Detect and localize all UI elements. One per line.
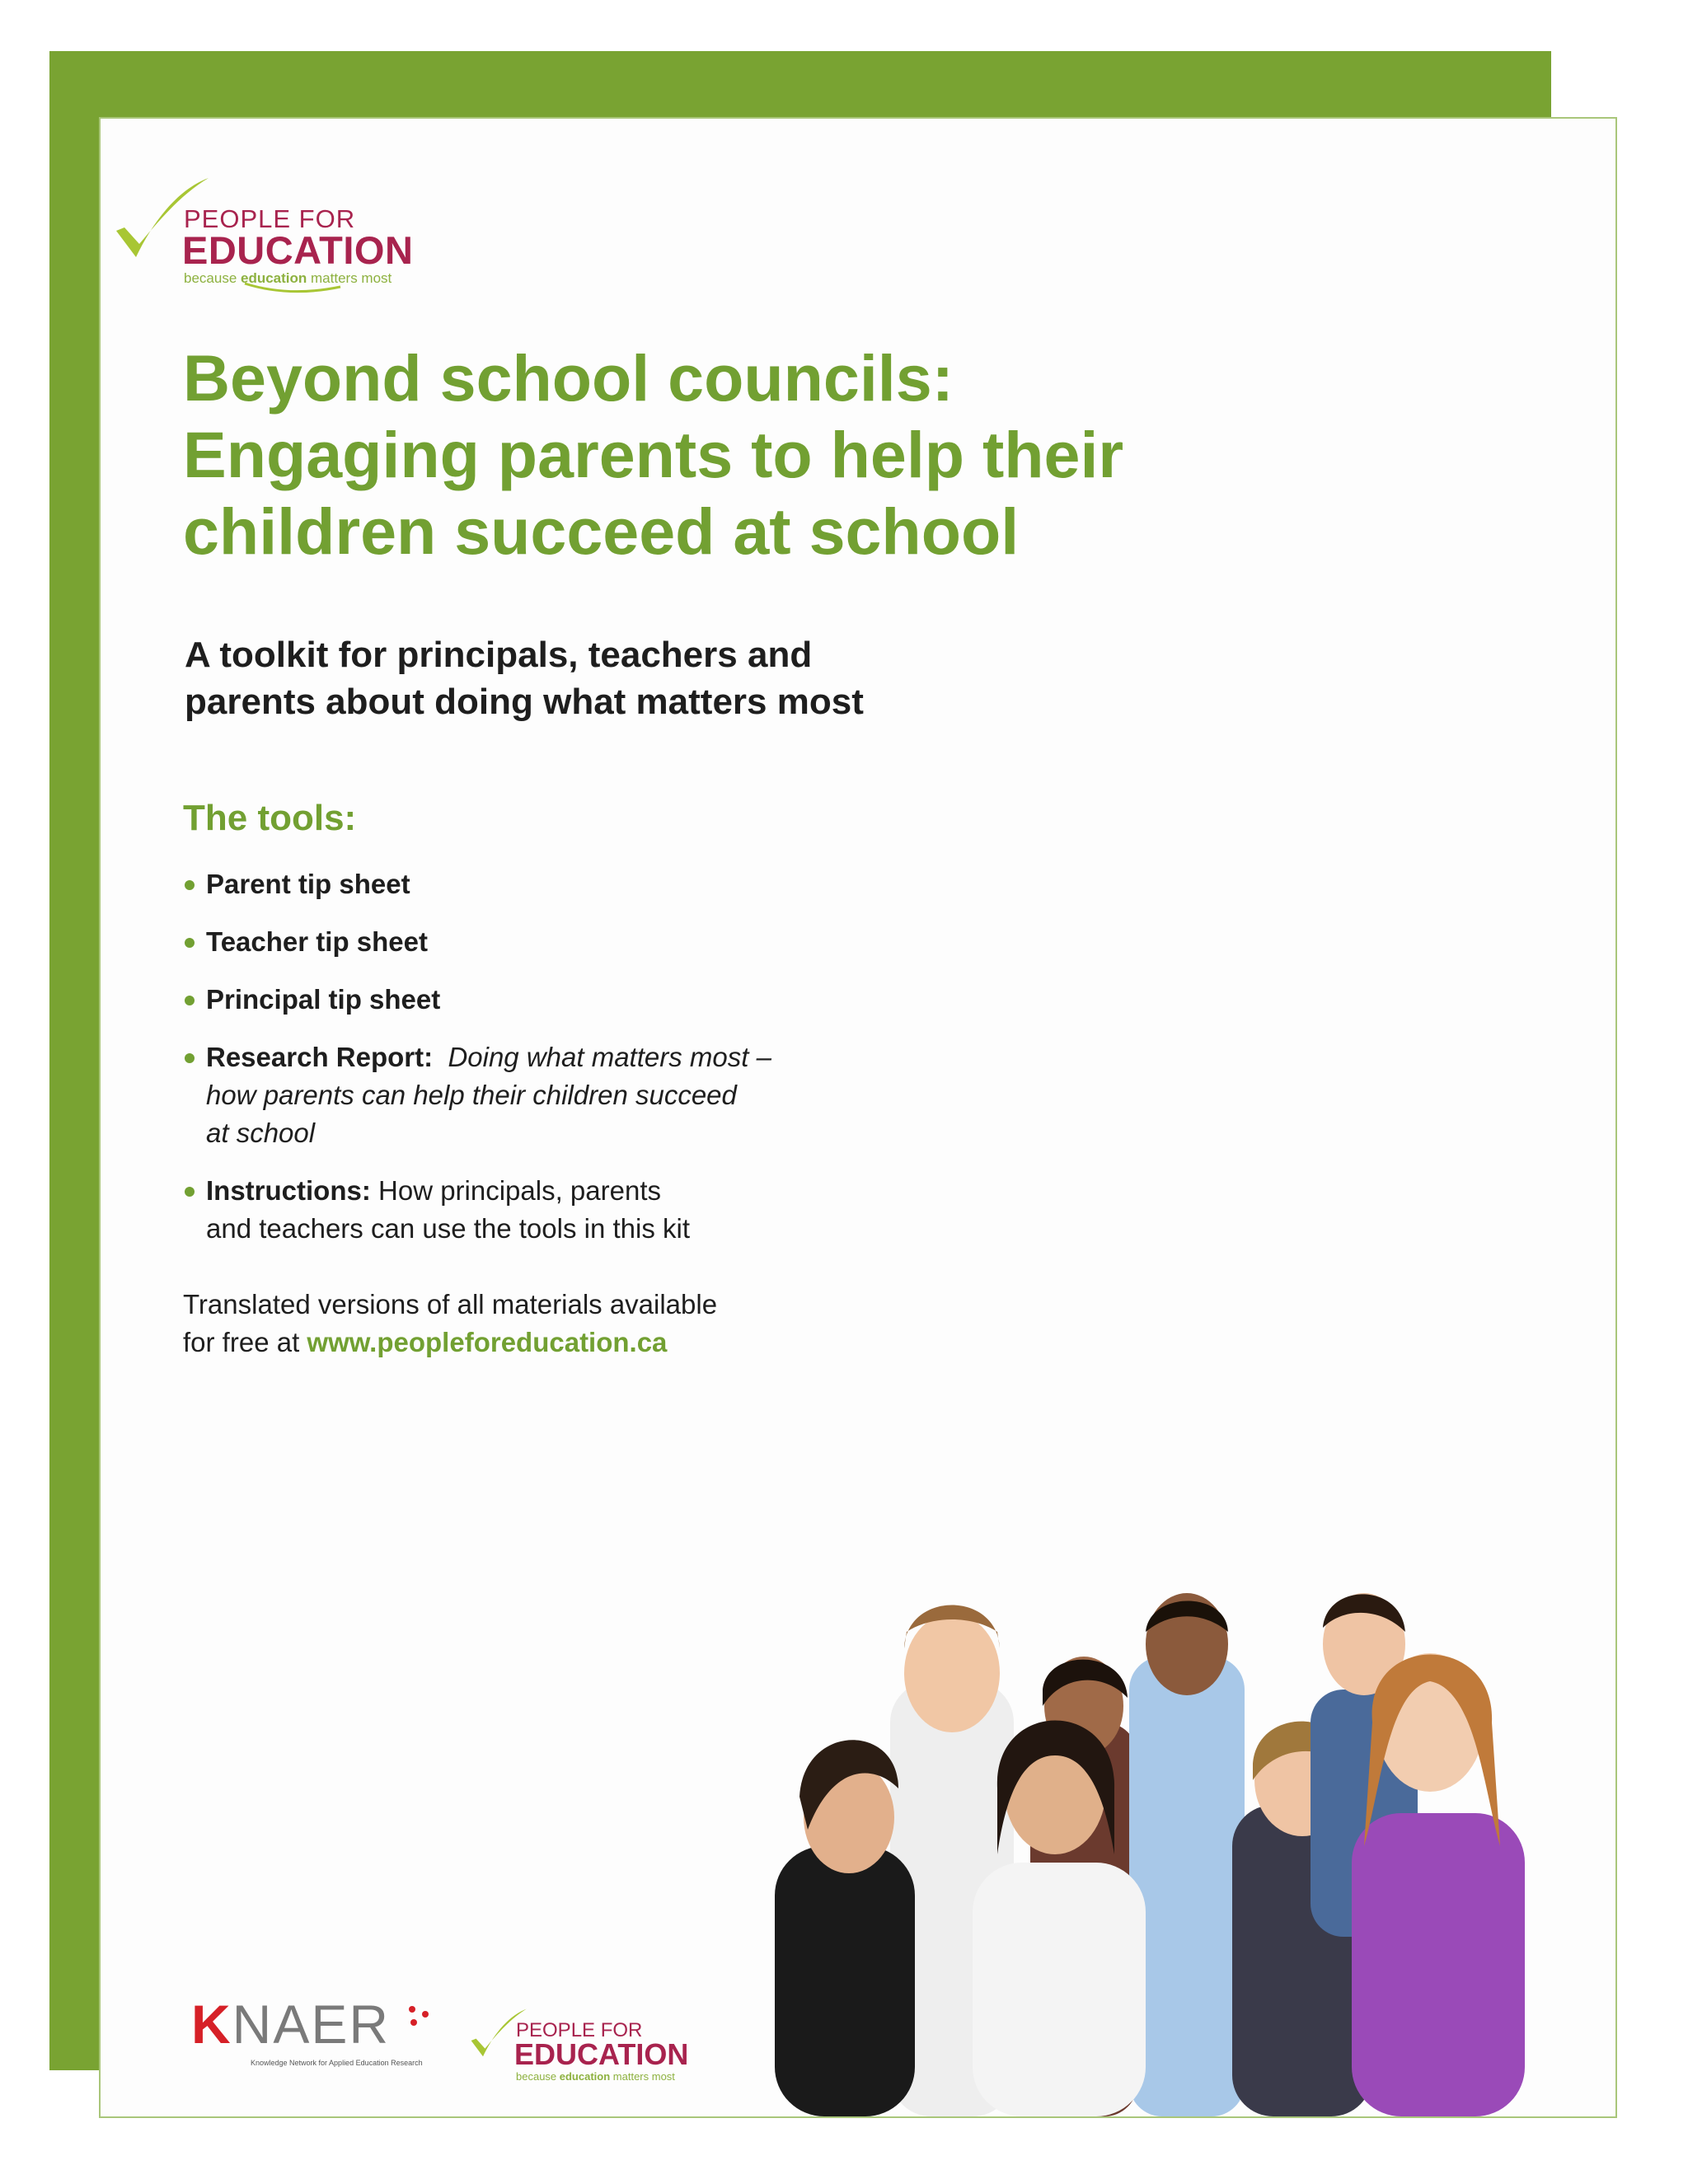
subtitle-line: parents about doing what matters most [185, 682, 864, 722]
tools-heading: The tools: [183, 798, 357, 838]
list-item: Instructions: How principals, parents and teachers can use the tools in this kit [183, 1172, 925, 1248]
title-line: Engaging parents to help their [183, 418, 1124, 491]
bullet-icon [185, 1187, 195, 1197]
knaer-logo: KNAER Knowledge Network for Applied Education Research [191, 1993, 430, 2083]
list-item: Research Report: Doing what matters most – how parents can help their children succeed at school [183, 1038, 925, 1152]
knaer-subtitle: Knowledge Network for Applied Education Research [251, 2059, 423, 2067]
logo-line2: EDUCATION [182, 228, 414, 272]
dots-icon [407, 2004, 432, 2029]
bullet-icon [185, 938, 195, 948]
people-for-education-logo [111, 173, 424, 305]
list-item: Teacher tip sheet [183, 923, 925, 961]
page-title [183, 340, 1172, 569]
tools-list [183, 865, 925, 1268]
group-photo [775, 1582, 1617, 2116]
bullet-icon [185, 996, 195, 1005]
people-for-education-footer-logo: PEOPLE FOR EDUCATION because education matters most [468, 2004, 699, 2087]
bullet-icon [185, 880, 195, 890]
subtitle [185, 631, 1091, 725]
website-link[interactable]: www.peopleforeducation.ca [307, 1327, 668, 1357]
list-item: Principal tip sheet [183, 981, 925, 1019]
bullet-icon [185, 1053, 195, 1063]
title-line: children succeed at school [183, 494, 1020, 568]
person [1352, 1653, 1525, 2116]
person [1129, 1593, 1245, 2116]
logo-line1: PEOPLE FOR [184, 204, 356, 233]
swoosh-icon [243, 279, 342, 297]
subtitle-line: A toolkit for principals, teachers and [185, 635, 813, 675]
title-line: Beyond school councils: [183, 341, 954, 415]
translated-note: Translated versions of all materials available for free at www.peopleforeducation.ca [183, 1289, 718, 1357]
list-item: Parent tip sheet [183, 865, 925, 903]
logo-tagline: because education matters most [184, 270, 392, 286]
